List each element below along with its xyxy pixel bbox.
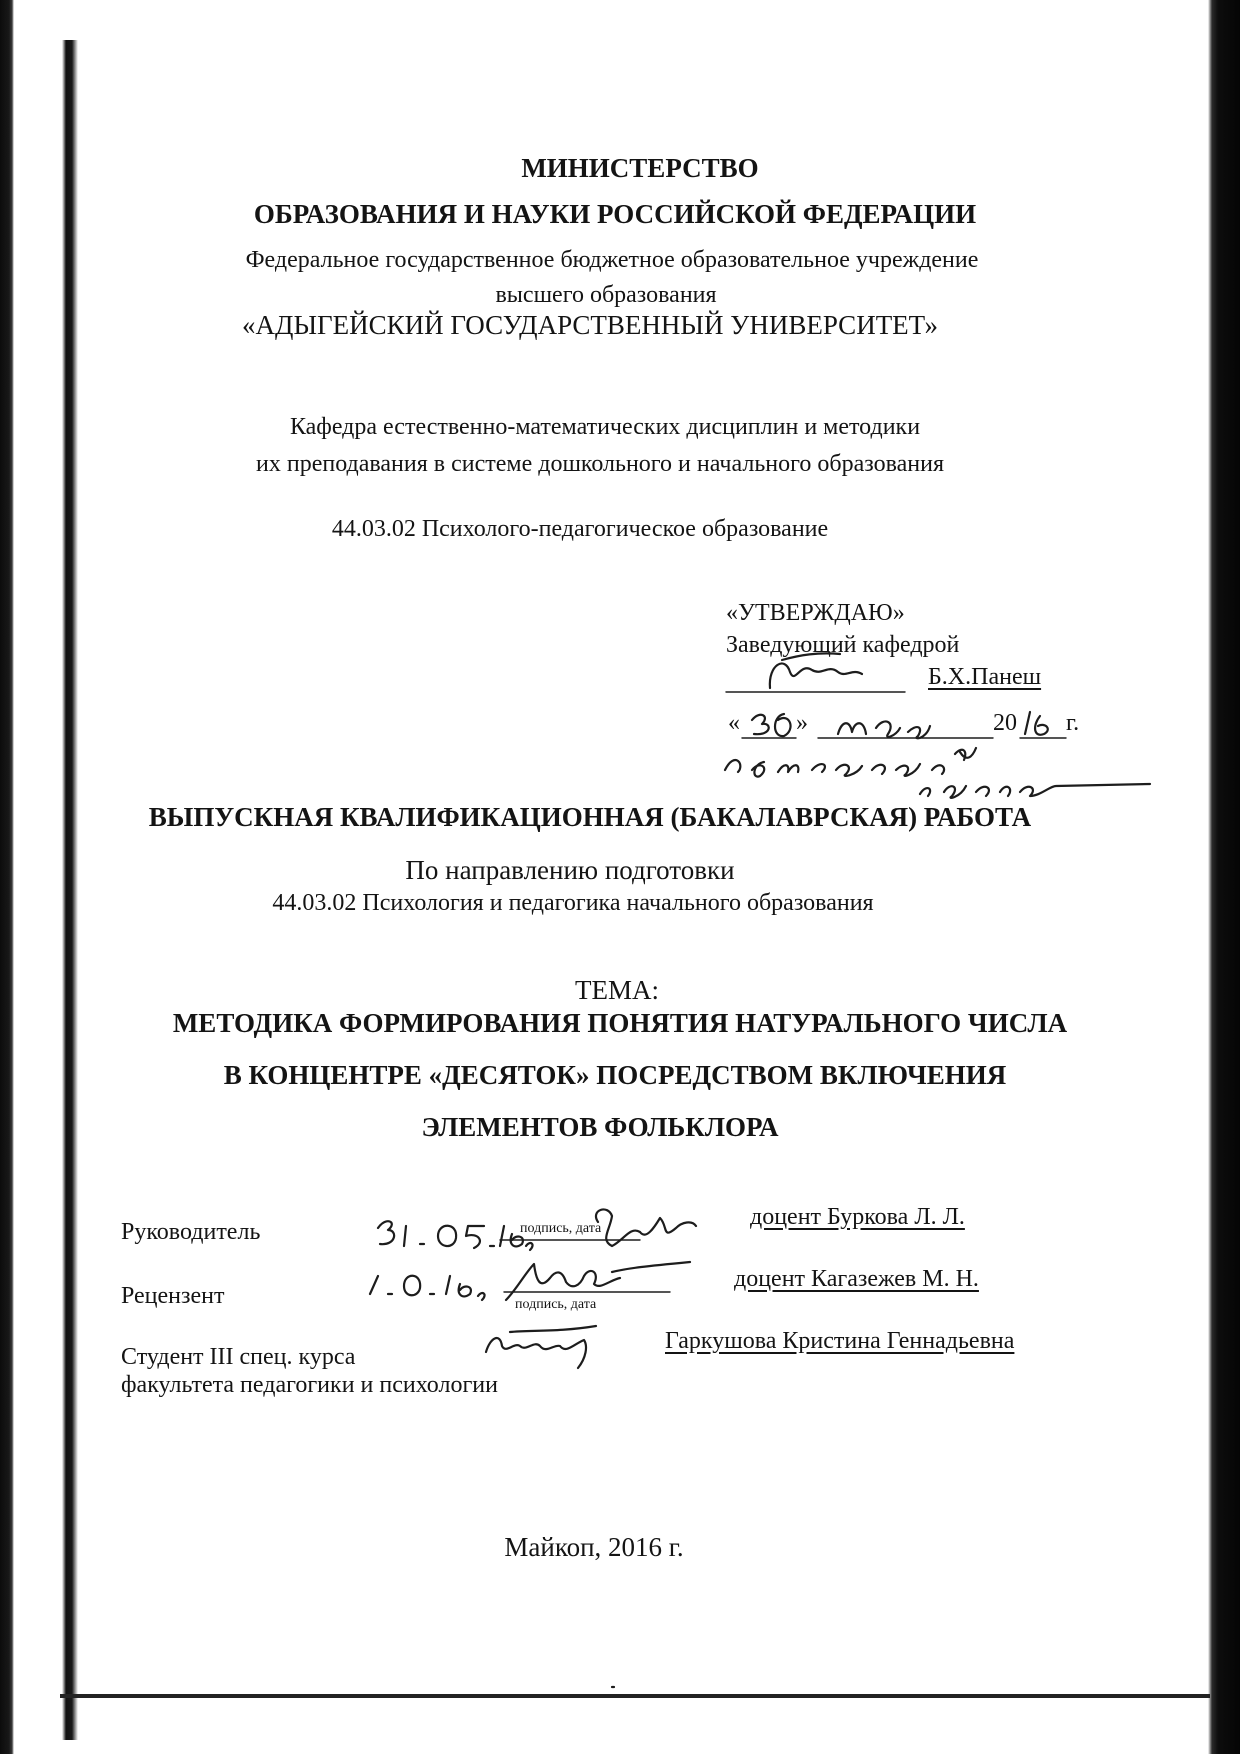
department-line-1: Кафедра естественно-математических дисциплин и методики [289, 414, 921, 440]
supervisor-date-suffix [526, 1243, 533, 1250]
approval-signature [770, 653, 862, 688]
supervisor-date-31 [378, 1221, 406, 1246]
university-name: «АДЫГЕЙСКИЙ ГОСУДАРСТВЕННЫЙ УНИВЕРСИТЕТ» [242, 310, 938, 340]
approval-year-handwriting [1025, 712, 1048, 735]
direction-code: 44.03.02 Психология и педагогика начального образования [272, 890, 874, 916]
supervisor-name: доцент Буркова Л. Л. [750, 1204, 965, 1230]
program-code: 44.03.02 Психолого-педагогическое образование [331, 516, 829, 542]
reviewer-signature [506, 1262, 690, 1300]
institution-type-line-1: Федеральное государственное бюджетное образовательное учреждение [245, 247, 979, 273]
ministry-line-1: МИНИСТЕРСТВО [521, 153, 759, 183]
approval-heading: «УТВЕРЖДАЮ» [726, 600, 905, 626]
approval-date-open: « [728, 710, 740, 736]
reviewer-name: доцент Кагазежев М. Н. [734, 1266, 979, 1292]
supervisor-date-05 [438, 1226, 484, 1248]
reviewer-signature-hint: подпись, дата [515, 1297, 597, 1312]
student-name: Гаркушова Кристина Геннадьевна [665, 1328, 1015, 1354]
theme-line-3: ЭЛЕМЕНТОВ ФОЛЬКЛОРА [421, 1112, 779, 1142]
theme-line-2: В КОНЦЕНТРЕ «ДЕСЯТОК» ПОСРЕДСТВОМ ВКЛЮЧЕНИЯ [223, 1060, 1007, 1090]
student-signature [486, 1326, 596, 1368]
approval-position: Заведующий кафедрой [726, 632, 960, 658]
theme-line-1: МЕТОДИКА ФОРМИРОВАНИЯ ПОНЯТИЯ НАТУРАЛЬНОГО ЧИСЛА [172, 1008, 1068, 1038]
student-faculty: факультета педагогики и психологии [121, 1372, 498, 1398]
theme-label: ТЕМА: [575, 975, 659, 1005]
reviewer-label: Рецензент [121, 1283, 225, 1309]
place-year: Майкоп, 2016 г. [504, 1532, 684, 1562]
institution-type-line-2: высшего образования [495, 282, 717, 308]
approval-month-handwriting [838, 721, 930, 738]
direction-label: По направлению подготовки [405, 855, 735, 885]
supervisor-signature-hint: подпись, дата [520, 1221, 602, 1236]
admission-note-line1 [725, 748, 976, 777]
supervisor-date-16 [500, 1226, 523, 1246]
approval-year-suffix: г. [1066, 710, 1080, 736]
student-label: Студент III спец. курса [121, 1344, 356, 1370]
admission-note-line2 [920, 784, 1150, 798]
work-type: ВЫПУСКНАЯ КВАЛИФИКАЦИОННАЯ (БАКАЛАВРСКАЯ) РАБОТА [148, 802, 1032, 832]
approval-day-handwriting [752, 714, 791, 736]
department-line-2: их преподавания в системе дошкольного и начального образования [256, 451, 944, 477]
approval-name: Б.Х.Панеш [928, 664, 1042, 690]
ministry-line-2: ОБРАЗОВАНИЯ И НАУКИ РОССИЙСКОЙ ФЕДЕРАЦИИ [253, 199, 977, 229]
reviewer-date [370, 1276, 485, 1300]
approval-year-prefix: 20 [993, 710, 1017, 736]
supervisor-label: Руководитель [121, 1219, 261, 1245]
approval-date-mid: » [796, 710, 808, 736]
